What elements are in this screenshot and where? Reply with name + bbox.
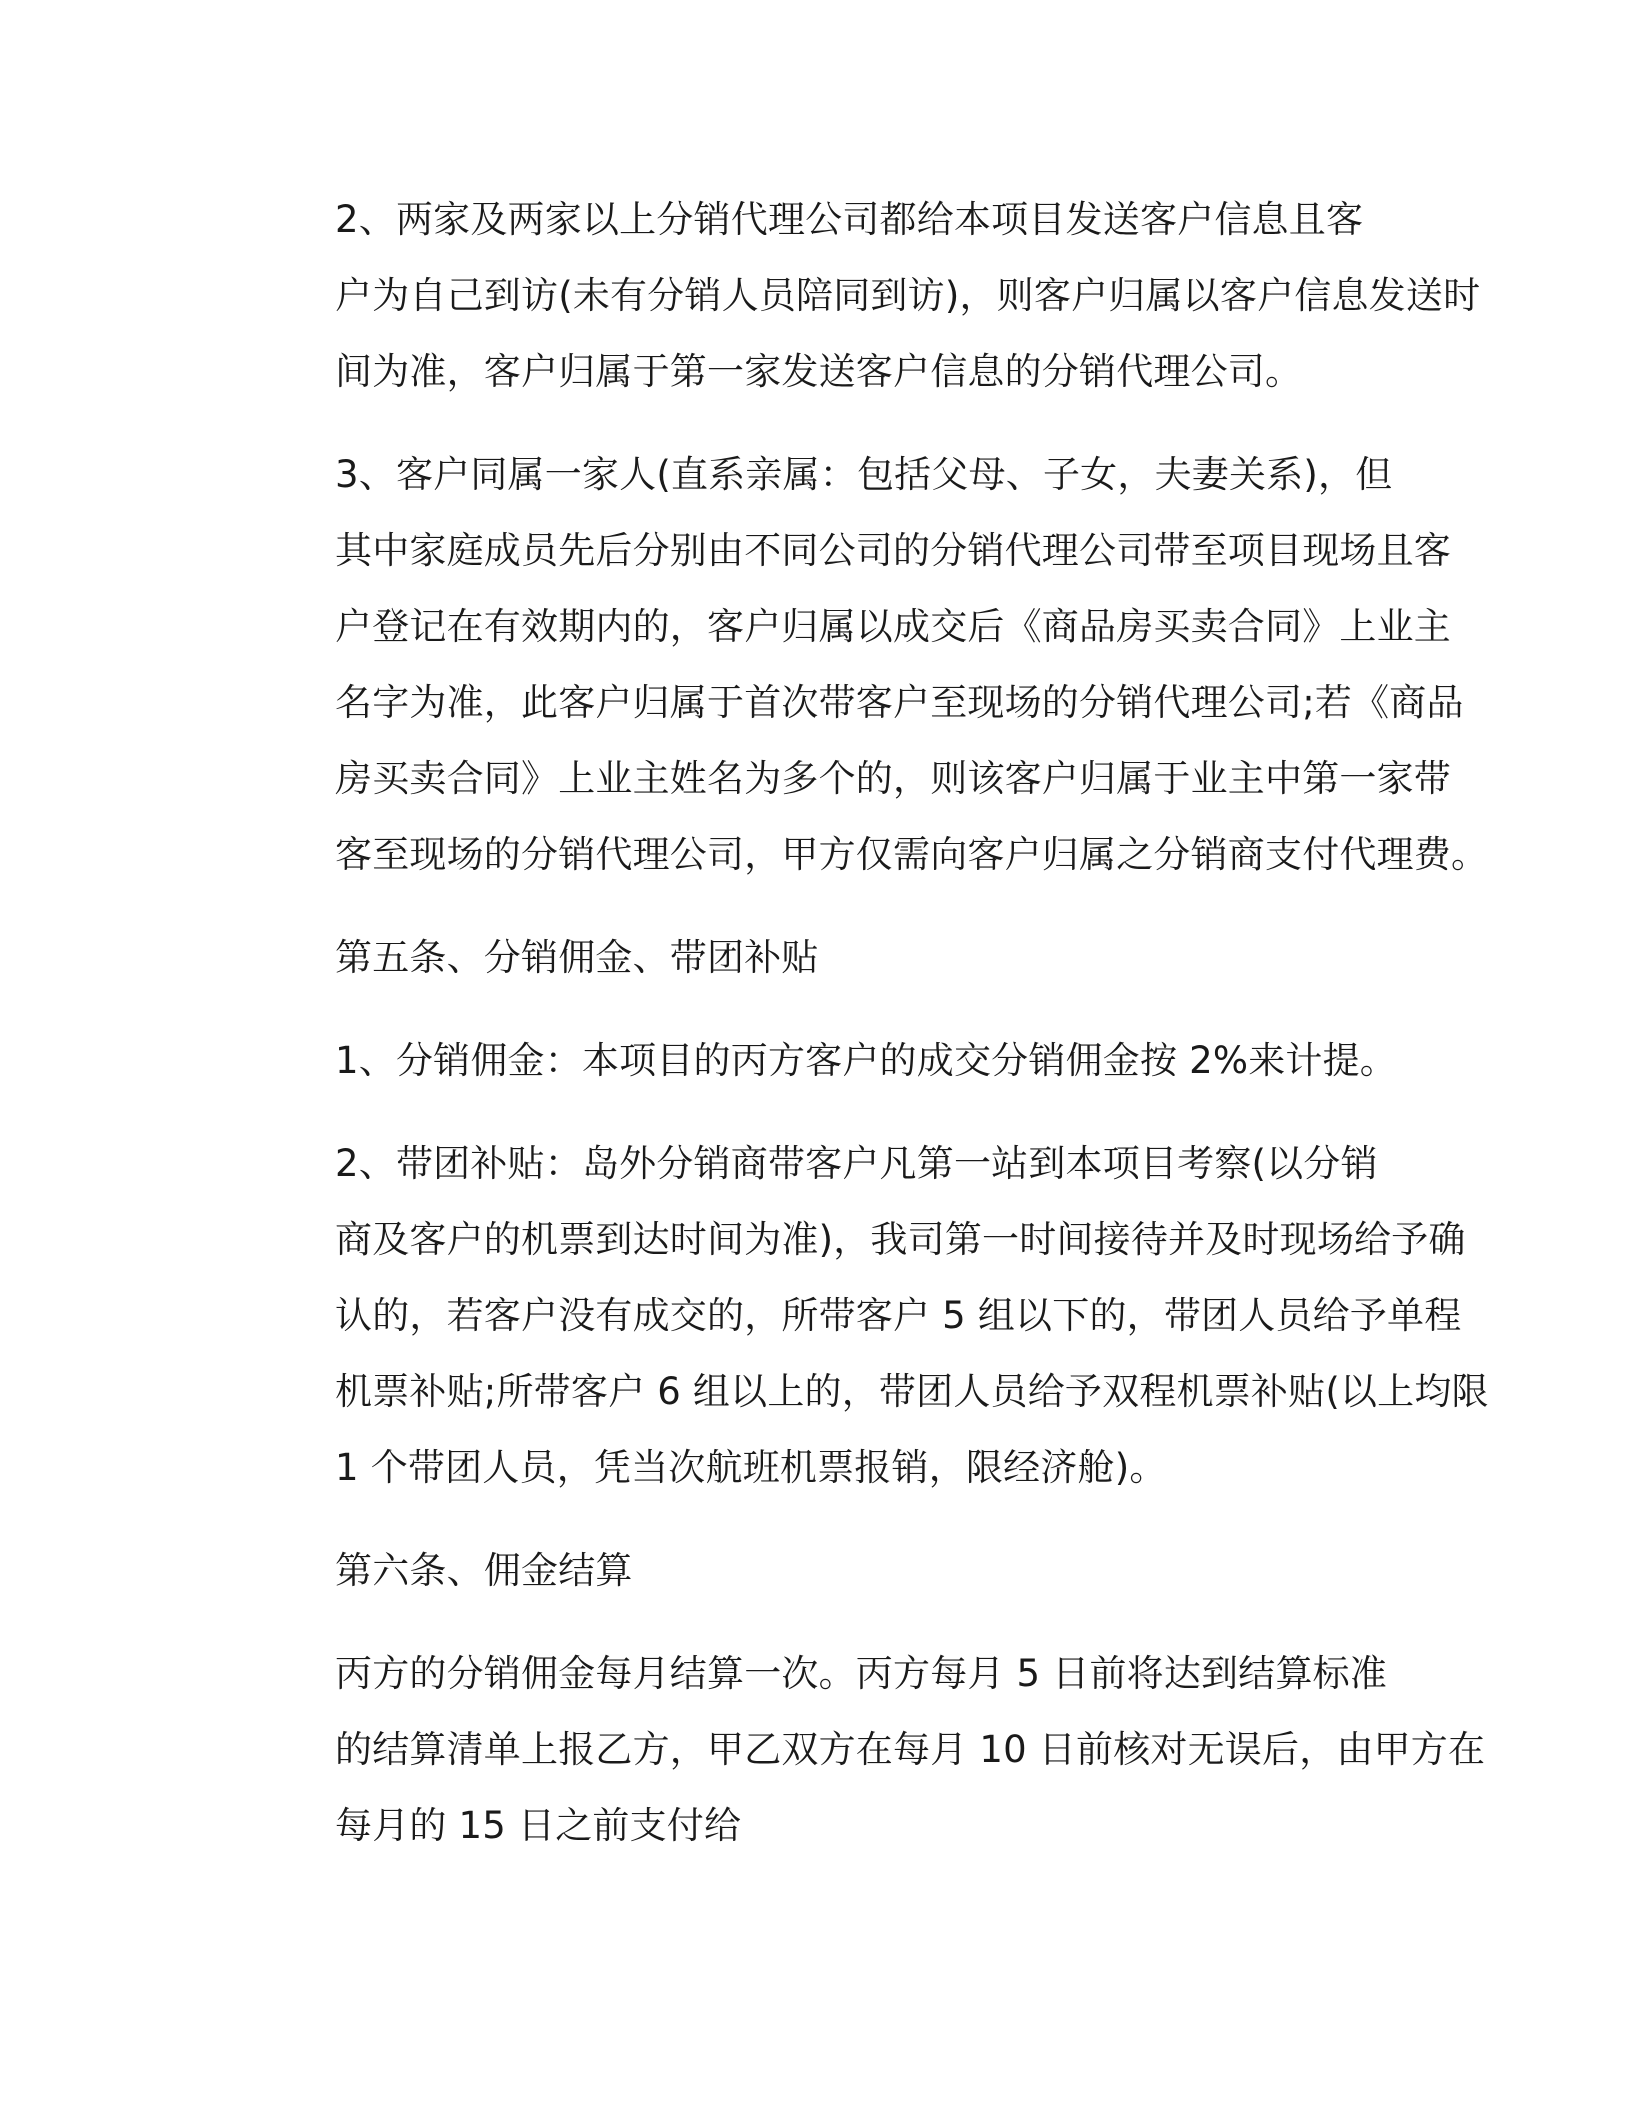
paragraph-client-attribution-2: [240, 182, 1481, 410]
paragraph-tour-subsidy: [240, 1126, 1489, 1506]
section-heading-article-5: [240, 920, 1390, 996]
text-line: 户登记在有效期内的，客户归属以成交后《商品房买卖合同》上业主: [335, 605, 1451, 648]
text-line: 2、带团补贴：岛外分销商带客户凡第一站到本项目考察(以分销: [335, 1142, 1378, 1185]
text-line: 商及客户的机票到达时间为准)，我司第一时间接待并及时现场给予确: [335, 1218, 1466, 1261]
paragraph-client-attribution-3: [240, 437, 1489, 893]
text-line: 名字为准，此客户归属于首次带客户至现场的分销代理公司;若《商品: [335, 681, 1464, 724]
heading-text: 第六条、佣金结算: [335, 1549, 633, 1592]
text-line: 的结算清单上报乙方，甲乙双方在每月 10 日前核对无误后，由甲方在: [335, 1728, 1486, 1771]
text-line: 户为自己到访(未有分销人员陪同到访)，则客户归属以客户信息发送时: [335, 274, 1481, 317]
text-line: 丙方的分销佣金每月结算一次。丙方每月 5 日前将达到结算标准: [335, 1652, 1388, 1695]
paragraph-settlement: [240, 1636, 1486, 1864]
text-line: 客至现场的分销代理公司，甲方仅需向客户归属之分销商支付代理费。: [335, 833, 1489, 876]
text-line: 房买卖合同》上业主姓名为多个的，则该客户归属于业主中第一家带: [335, 757, 1451, 800]
text-line: 间为准，客户归属于第一家发送客户信息的分销代理公司。: [335, 350, 1303, 393]
text-line: 其中家庭成员先后分别由不同公司的分销代理公司带至项目现场且客: [335, 529, 1451, 572]
heading-text: 第五条、分销佣金、带团补贴: [335, 936, 819, 979]
section-heading-article-6: [240, 1533, 1390, 1609]
text-line: 机票补贴;所带客户 6 组以上的，带团人员给予双程机票补贴(以上均限: [335, 1370, 1489, 1413]
paragraph-commission: [240, 1023, 1397, 1099]
document-body: [240, 182, 1489, 1891]
text-line: 1、分销佣金：本项目的丙方客户的成交分销佣金按 2%来计提。: [335, 1039, 1397, 1082]
text-line: 3、客户同属一家人(直系亲属：包括父母、子女，夫妻关系)，但: [335, 453, 1393, 496]
text-line: 1 个带团人员，凭当次航班机票报销，限经济舱)。: [335, 1446, 1167, 1489]
text-line: 2、两家及两家以上分销代理公司都给本项目发送客户信息且客: [335, 198, 1364, 241]
text-line: 每月的 15 日之前支付给: [335, 1804, 742, 1847]
text-line: 认的，若客户没有成交的，所带客户 5 组以下的，带团人员给予单程: [335, 1294, 1462, 1337]
